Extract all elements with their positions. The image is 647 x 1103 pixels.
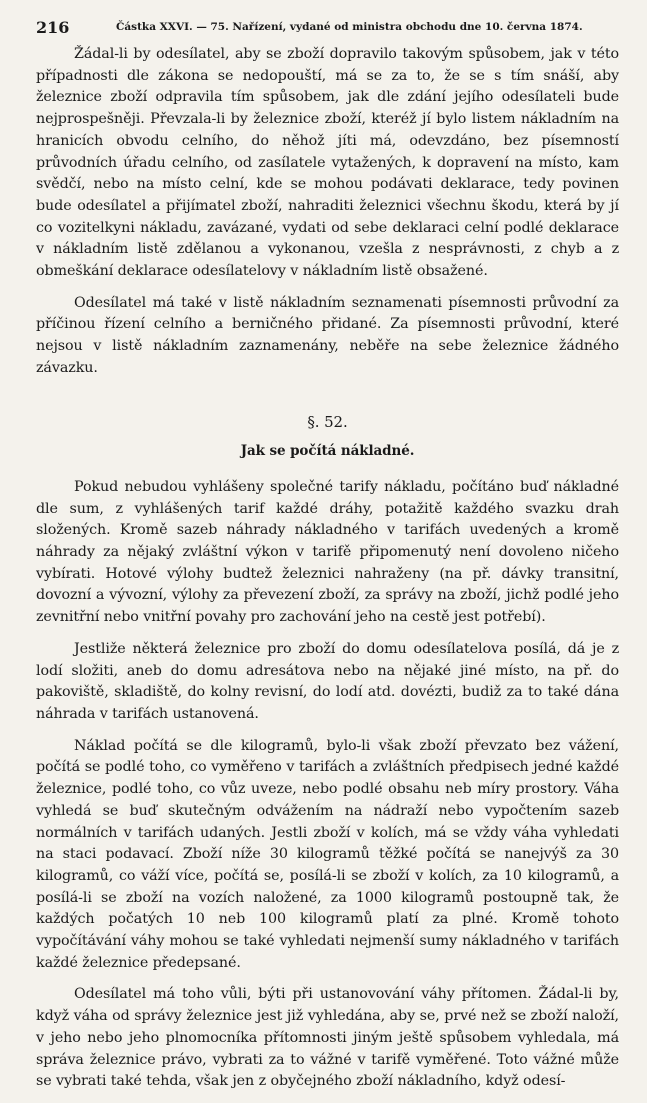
paragraph: Pokud nebudou vyhlášeny společné tarify nákladu, počítáno buď nákladné dle sum, z vyhlášených tarif každé dráhy, potažitě každého svazku drah složených. Kromě sazeb náhrady nákladného v tarifách uvedených a kromě náhrady za nějaký zvláštní výkon v tarifě připomenutý není dovoleno ničeho vybírati. Hotové výlohy budtež železnici nahraženy (na př. dávky transitní, dovozní a vývozní, výlohy za převezení zboží, za správy na zboží, jichž podlé jeho zevnitřní nebo vnitřní povahy pro zachování jeho na cestě jest potřebí). [36,478,619,626]
page-body [36,44,619,1103]
running-head: Částka XXVI. — 75. Nařízení, vydané od ministra obchodu dne 10. června 1874. [116,21,583,33]
page-header [36,18,611,40]
paragraph: Odesílatel má také v listě nákladním seznamenati písemnosti průvodní za příčinou řízení celního a berničného přidané. Za písemnosti průvodní, které nejsou v listě nákladním zaznamenány, neběře na sebe železnice žádného závazku. [36,294,619,376]
page-number: 216 [36,18,70,37]
paragraph: Náklad počítá se dle kilogramů, bylo-li však zboží převzato bez vážení, počítá se podlé toho, co vyměřeno v tarifách a zvláštních předpisech jedné každé železnice, podlé toho, co vůz uveze, nebo podlé obsahu neb míry prostory. Váha vyhledá se buď skutečným odvážením na nádraží nebo vypočtením sazeb normálních v tarifách udaných. Jestli zboží v kolích, má se vždy váha vyhledati na staci podavací. Zboží níže 30 kilogramů těžké počítá se nanejvýš za 30 kilogramů, co váží více, počítá se, posílá-li se zboží v kolích, za 10 kilogramů, a posílá-li se zboží na vozích naložené, za 1000 kilogramů postoupně tak, že každých počatých 10 neb 100 kilogramů platí za plné. Kromě tohoto vypočítávání váhy mohou se také vyhledati nejmenší sumy nákladného v tarifách každé železnice předepsané. [36,737,619,971]
section-title: Jak se počítá nákladné. [240,443,415,460]
section-number: §. 52. [307,412,348,431]
paragraph: Odesílatel má toho vůli, býti při ustanovování váhy přítomen. Žádal-li by, když váha od správy železnice jest již vyhledána, aby se, prvé než se zboží naloží, v jeho nebo jeho plnomocníka přítomnosti jiným ještě spůsobem vyhledala, má správa železnice právo, vybrati za to vážné v tarifě vyměřené. Toto vážné může se vybrati také tehda, však jen z obyčejného zboží nákladního, když odesí- [36,986,619,1090]
paragraph: Jestliže některá železnice pro zboží do domu odesílatelova posílá, dá je z lodí složiti, aneb do domu adresátova nebo na nějaké jiné místo, na př. do pakoviště, skladiště, do kolny revisní, do lodí atd. dovézti, budiž za to také dána náhrada v tarifách ustanovená. [36,640,619,722]
paragraph: Žádal-li by odesílatel, aby se zboží dopravilo takovým spůsobem, jak v této případnosti dle zákona se nedopouští, má se za to, že se s tím snáší, aby železnice zboží odpravila tím spůsobem, jak dle zdání jejího odesílateli bude nejprospešněji. Převzala-li by železnice zboží, kteréž jí bylo listem nákladním na hranicích obvodu celního, do něhož jíti má, odevzdáno, bez písemností průvodních úřadu celního, od zasílatele vytažených, k dopravení na místo, kam svědčí, nebo na místo celní, kde se mohou podávati deklarace, tedy povinen bude odesílatel a přijímatel zboží, nahraditi železnici všechnu škodu, která by jí co vozitelkyni nákladu, zavázané, vydati od sebe deklaraci celní podlé deklarace v nákladním listě zdělanou a vykonanou, vzešla z nesprávnosti, z chyb a z obmeškání deklarace odesílatelovy v nákladním listě obsažené. [36,46,619,280]
